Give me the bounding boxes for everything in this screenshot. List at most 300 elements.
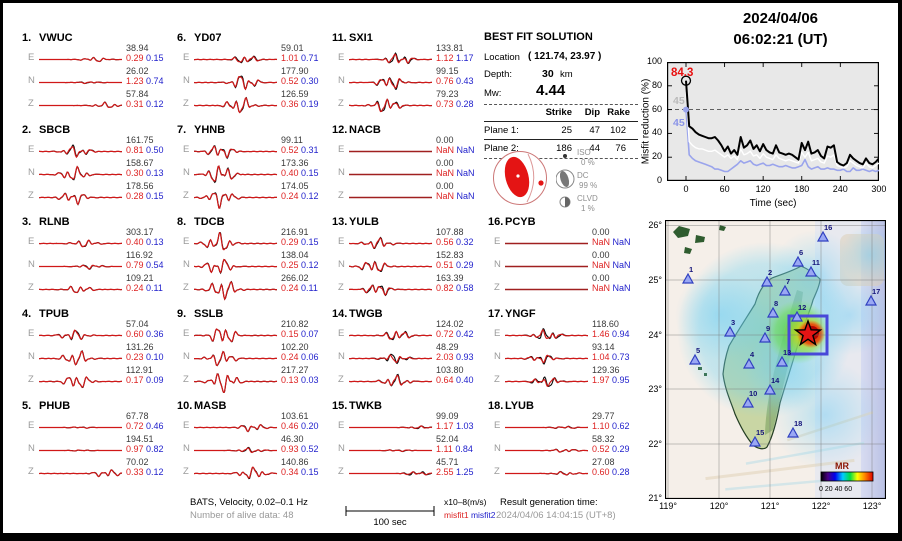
misfit1-value: 0.97 — [126, 444, 144, 454]
waveform-trace — [505, 232, 590, 255]
waveform-trace — [349, 163, 434, 186]
trace-values — [126, 411, 164, 431]
misfit1-value: 0.81 — [126, 145, 144, 155]
map-lat-label: 26° — [648, 220, 662, 231]
peak-amplitude: 124.02 — [436, 319, 464, 329]
station-title: 14. TWGB — [332, 308, 383, 320]
peak-amplitude: 138.04 — [281, 250, 309, 260]
station-number-label: 8 — [774, 299, 779, 308]
event-time: 06:02:21 (UT) — [733, 31, 828, 48]
frame-bottom — [0, 533, 902, 541]
misfit1-value: 0.64 — [436, 375, 454, 385]
taiwan-map — [665, 220, 886, 499]
svg-text:0 20 40 60: 0 20 40 60 — [819, 486, 853, 493]
plane1-dip: 47 — [589, 125, 600, 136]
component-label: N — [28, 75, 35, 86]
peak-amplitude: 99.15 — [436, 66, 459, 76]
peak-amplitude: 0.00 — [436, 158, 454, 168]
station-number-label: 2 — [768, 268, 773, 277]
peak-amplitude: 26.02 — [126, 66, 149, 76]
misfit1-value: NaN — [592, 283, 611, 293]
solution-title: BEST FIT SOLUTION — [484, 31, 593, 43]
misfit1-value: 0.60 — [126, 329, 144, 339]
trace-values — [126, 158, 164, 178]
peak-amplitude: 177.90 — [281, 66, 309, 76]
component-label: E — [494, 420, 501, 431]
station-number-label: 6 — [799, 248, 804, 257]
waveform-trace — [39, 94, 124, 117]
misfit1-value: 0.23 — [126, 352, 144, 362]
component-label: N — [183, 443, 190, 454]
peak-amplitude: 45.71 — [436, 457, 459, 467]
component-label: N — [338, 259, 345, 270]
misfit2-value: NaN — [612, 237, 631, 247]
misfit2-value: 0.31 — [301, 145, 319, 155]
station-number-label: 3 — [731, 318, 736, 327]
plane1-rake: 102 — [610, 125, 626, 136]
component-label: N — [183, 351, 190, 362]
component-label: E — [183, 236, 190, 247]
col-strike: Strike — [545, 107, 572, 118]
waveform-trace — [39, 48, 124, 71]
trace-values — [281, 319, 319, 339]
misfit2-value: 0.15 — [146, 53, 164, 63]
misfit2-value: 0.94 — [612, 329, 630, 339]
misfit2-value: 0.30 — [301, 76, 319, 86]
trace-row-z — [332, 457, 485, 485]
time-scalebar — [345, 504, 435, 517]
misfit2-value: 1.03 — [456, 421, 474, 431]
col-rake: Rake — [607, 107, 630, 118]
station-tdcb — [177, 216, 330, 308]
map-lat-label: 24° — [648, 329, 662, 340]
plot-ytick: 80 — [651, 79, 662, 90]
peak-amplitude: 178.56 — [126, 181, 154, 191]
misfit1-value: 1.46 — [592, 329, 610, 339]
peak-amplitude: 0.00 — [436, 181, 454, 191]
divider — [484, 121, 638, 122]
misfit2-value: 0.19 — [301, 99, 319, 109]
alive-data-caption: Number of alive data: 48 — [190, 510, 294, 521]
waveform-trace — [505, 347, 590, 370]
plot-xtick: 0 — [683, 184, 689, 194]
misfit2-value: 0.29 — [612, 444, 630, 454]
map-lon-label: 122° — [811, 501, 831, 511]
component-label: E — [28, 52, 35, 63]
waveform-trace — [194, 324, 279, 347]
waveform-trace — [349, 439, 434, 462]
waveform-trace — [505, 370, 590, 393]
station-twkb — [332, 400, 485, 492]
waveform-trace — [349, 71, 434, 94]
trace-values — [126, 227, 164, 247]
trace-row-z — [177, 273, 330, 301]
waveform-trace — [349, 416, 434, 439]
component-label: E — [28, 144, 35, 155]
trace-values — [436, 181, 475, 201]
misfit1-value: 0.82 — [436, 283, 454, 293]
waveform-trace — [349, 462, 434, 485]
trace-row-z — [22, 181, 175, 209]
peak-amplitude: 116.92 — [126, 250, 153, 260]
component-label: E — [28, 420, 35, 431]
trace-values — [436, 135, 475, 155]
station-title: 16. PCYB — [488, 216, 536, 228]
misfit1-value: 1.97 — [592, 375, 610, 385]
misfit1-value: 0.56 — [436, 237, 454, 247]
trace-values — [281, 457, 319, 477]
svg-text:45: 45 — [673, 95, 685, 107]
misfit2-value: 0.12 — [301, 260, 319, 270]
misfit2-value: 0.58 — [456, 283, 474, 293]
misfit1-value: 0.76 — [436, 76, 454, 86]
component-label: Z — [183, 98, 189, 109]
waveform-trace — [39, 186, 124, 209]
waveform-trace — [194, 278, 279, 301]
trace-values — [436, 66, 474, 86]
misfit2-value: 0.29 — [456, 260, 474, 270]
trace-values — [436, 273, 474, 293]
svg-text:MR: MR — [835, 461, 849, 471]
station-twgb — [332, 308, 485, 400]
misfit2-value: 0.32 — [456, 237, 474, 247]
peak-amplitude: 0.00 — [592, 250, 610, 260]
station-yngf — [488, 308, 641, 400]
station-rlnb — [22, 216, 175, 308]
depth-value: 30 — [542, 68, 554, 80]
misfit1-value: NaN — [592, 237, 611, 247]
component-label: N — [494, 351, 501, 362]
station-number-label: 5 — [696, 346, 701, 355]
trace-values — [592, 365, 630, 385]
misfit2-value: 0.12 — [301, 191, 319, 201]
component-label: E — [338, 144, 345, 155]
peak-amplitude: 29.77 — [592, 411, 615, 421]
misfit1-value: 0.79 — [126, 260, 144, 270]
trace-row-z — [488, 457, 641, 485]
peak-amplitude: 59.01 — [281, 43, 304, 53]
misfit1-value: 1.10 — [592, 421, 610, 431]
waveform-trace — [39, 71, 124, 94]
trace-values — [281, 158, 319, 178]
misfit1-value: 1.17 — [436, 421, 454, 431]
waveform-trace — [194, 462, 279, 485]
station-title: 3. RLNB — [22, 216, 70, 228]
station-title: 4. TPUB — [22, 308, 69, 320]
component-label: Z — [494, 374, 500, 385]
misfit2-value: 0.13 — [146, 168, 164, 178]
station-title: 9. SSLB — [177, 308, 224, 320]
station-number-label: 12 — [798, 303, 807, 312]
component-label: Z — [28, 374, 34, 385]
station-title: 17. YNGF — [488, 308, 536, 320]
waveform-trace — [194, 416, 279, 439]
waveform-trace — [505, 462, 590, 485]
map-lat-label: 23° — [648, 384, 662, 395]
plane2-rake: 76 — [615, 143, 626, 154]
col-dip: Dip — [584, 107, 600, 118]
waveform-trace — [505, 255, 590, 278]
location-label: Location — [484, 52, 520, 63]
peak-amplitude: 266.02 — [281, 273, 309, 283]
peak-amplitude: 107.88 — [436, 227, 464, 237]
svg-text:45: 45 — [673, 117, 685, 129]
decomposition-icons — [556, 148, 576, 212]
trace-values — [126, 365, 164, 385]
peak-amplitude: 102.20 — [281, 342, 309, 352]
station-yd07 — [177, 32, 330, 124]
misfit1-value: 0.29 — [281, 237, 299, 247]
waveform-trace — [349, 232, 434, 255]
misfit1-value: 0.73 — [436, 99, 454, 109]
peak-amplitude: 0.00 — [592, 227, 610, 237]
waveform-trace — [194, 94, 279, 117]
misfit2-value: 0.10 — [146, 352, 164, 362]
component-label: E — [338, 420, 345, 431]
misfit1-value: 0.51 — [436, 260, 454, 270]
station-yulb — [332, 216, 485, 308]
trace-values — [126, 89, 164, 109]
station-title: 6. YD07 — [177, 32, 222, 44]
trace-row-z — [22, 365, 175, 393]
waveform-trace — [194, 232, 279, 255]
divider — [484, 139, 638, 140]
component-label: N — [183, 75, 190, 86]
station-number-label: 1 — [689, 265, 694, 274]
misfit2-value: 0.54 — [146, 260, 164, 270]
trace-row-z — [177, 181, 330, 209]
misfit2-value: 0.52 — [301, 444, 319, 454]
result-time-label: Result generation time: — [500, 497, 598, 508]
component-label: N — [338, 443, 345, 454]
waveform-trace — [194, 71, 279, 94]
trace-values — [592, 434, 630, 454]
trace-values — [281, 365, 319, 385]
map-lat-label: 21° — [648, 493, 662, 504]
misfit1-value: 0.33 — [126, 467, 144, 477]
misfit2-value: NaN — [456, 145, 475, 155]
component-label: N — [28, 167, 35, 178]
frame-left — [0, 0, 3, 541]
misfit2-value: 0.36 — [146, 329, 164, 339]
waveform-trace — [39, 232, 124, 255]
misfit1-value: NaN — [592, 260, 611, 270]
peak-amplitude: 58.32 — [592, 434, 615, 444]
waveform-trace — [349, 186, 434, 209]
result-time-value: 2024/04/06 14:04:15 (UT+8) — [496, 510, 616, 521]
trace-values — [592, 457, 630, 477]
component-label: Z — [183, 282, 189, 293]
component-label: Z — [28, 282, 34, 293]
trace-values — [592, 227, 631, 247]
misfit2-legend: misfit2 — [470, 510, 496, 520]
misfit2-value: 0.15 — [146, 191, 164, 201]
scalebar-label: 100 sec — [373, 517, 407, 528]
plot-ytick: 60 — [651, 103, 662, 114]
component-label: E — [183, 52, 190, 63]
waveform-trace — [39, 324, 124, 347]
misfit1-value: 1.23 — [126, 76, 144, 86]
waveform-trace — [39, 462, 124, 485]
peak-amplitude: 210.82 — [281, 319, 309, 329]
trace-values — [281, 250, 319, 270]
clvd-label: CLVD 1 % — [577, 194, 598, 213]
misfit1-value: 0.72 — [126, 421, 144, 431]
station-title: 12. NACB — [332, 124, 381, 136]
misfit2-value: 0.12 — [146, 99, 164, 109]
location-value: ( 121.74, 23.97 ) — [528, 51, 602, 62]
trace-values — [592, 411, 630, 431]
map-lon-label: 121° — [760, 501, 780, 511]
peak-amplitude: 99.09 — [436, 411, 459, 421]
waveform-trace — [194, 347, 279, 370]
misfit1-value: 0.29 — [126, 53, 144, 63]
misfit1-value: 1.11 — [436, 444, 453, 454]
component-label: E — [338, 328, 345, 339]
trace-values — [281, 43, 319, 63]
peak-amplitude: 103.61 — [281, 411, 309, 421]
component-label: E — [28, 328, 35, 339]
peak-amplitude: 131.26 — [126, 342, 154, 352]
misfit1-value: 0.25 — [281, 260, 299, 270]
misfit2-value: 0.28 — [612, 467, 630, 477]
component-label: Z — [183, 374, 189, 385]
component-label: Z — [338, 98, 344, 109]
plot-xtick: 120 — [755, 184, 771, 194]
misfit2-value: 0.09 — [146, 375, 164, 385]
peak-amplitude: 99.11 — [281, 135, 303, 145]
misfit1-legend: misfit1 — [444, 510, 469, 520]
waveform-trace — [349, 140, 434, 163]
peak-amplitude: 126.59 — [281, 89, 309, 99]
filter-caption: BATS, Velocity, 0.02–0.1 Hz — [190, 497, 308, 508]
trace-values — [126, 457, 164, 477]
trace-values — [436, 411, 474, 431]
station-pcyb — [488, 216, 641, 308]
peak-amplitude: 57.84 — [126, 89, 149, 99]
misfit1-value: NaN — [436, 191, 455, 201]
trace-values — [281, 89, 319, 109]
station-yhnb — [177, 124, 330, 216]
component-label: E — [338, 236, 345, 247]
trace-values — [126, 135, 164, 155]
misfit1-value: 0.15 — [281, 329, 299, 339]
peak-amplitude: 48.29 — [436, 342, 459, 352]
station-number-label: 15 — [756, 428, 765, 437]
trace-values — [592, 342, 630, 362]
trace-row-z — [488, 273, 641, 301]
trace-values — [436, 250, 474, 270]
station-number-label: 9 — [766, 324, 771, 333]
component-label: N — [28, 259, 35, 270]
component-label: N — [338, 75, 345, 86]
waveform-trace — [349, 324, 434, 347]
trace-row-z — [488, 365, 641, 393]
waveform-trace — [39, 370, 124, 393]
component-label: E — [28, 236, 35, 247]
peak-amplitude: 140.86 — [281, 457, 309, 467]
misfit-plot-xlabel: Time (sec) — [749, 198, 797, 209]
station-lyub — [488, 400, 641, 492]
trace-values — [281, 66, 319, 86]
plot-xtick: 300 — [871, 184, 887, 194]
misfit2-value: 0.46 — [146, 421, 164, 431]
trace-values — [281, 135, 319, 155]
waveform-trace — [505, 416, 590, 439]
frame-right — [898, 0, 902, 541]
peak-amplitude: 0.00 — [436, 135, 454, 145]
trace-row-z — [332, 273, 485, 301]
dc-label: DC 99 % — [577, 171, 598, 190]
station-sbcb — [22, 124, 175, 216]
component-label: E — [494, 236, 501, 247]
peak-amplitude: 109.21 — [126, 273, 154, 283]
waveform-trace — [194, 370, 279, 393]
peak-amplitude: 158.67 — [126, 158, 154, 168]
station-number-label: 7 — [786, 277, 791, 286]
station-title: 5. PHUB — [22, 400, 71, 412]
component-label: Z — [494, 282, 500, 293]
misfit1-value: 0.40 — [281, 168, 299, 178]
peak-amplitude: 38.94 — [126, 43, 149, 53]
waveform-trace — [349, 48, 434, 71]
plane1-label: Plane 1: — [484, 125, 519, 136]
peak-amplitude: 173.36 — [281, 158, 309, 168]
misfit1-value: 0.28 — [126, 191, 144, 201]
amplitude-units: x10–8(m/s) — [444, 497, 487, 507]
event-date: 2024/04/06 — [742, 10, 819, 27]
station-number-label: 13 — [783, 348, 792, 357]
map-lon-label: 120° — [709, 501, 729, 511]
station-title: 18. LYUB — [488, 400, 534, 412]
peak-amplitude: 152.83 — [436, 250, 464, 260]
station-nacb — [332, 124, 485, 216]
component-label: Z — [28, 190, 34, 201]
misfit2-value: 0.11 — [146, 283, 163, 293]
misfit1-value: 2.03 — [436, 352, 454, 362]
station-title: 13. YULB — [332, 216, 379, 228]
trace-row-z — [22, 457, 175, 485]
trace-values — [436, 319, 474, 339]
waveform-trace — [194, 439, 279, 462]
map-lat-label: 25° — [648, 275, 662, 286]
misfit-plot-ylabel: Misfit reduction (%) — [640, 78, 652, 165]
station-vwuc — [22, 32, 175, 124]
misfit1-value: 0.52 — [281, 145, 299, 155]
misfit2-value: 1.17 — [456, 53, 474, 63]
misfit2-value: 0.73 — [612, 352, 630, 362]
component-label: Z — [28, 98, 34, 109]
trace-values — [592, 319, 630, 339]
station-title: 2. SBCB — [22, 124, 71, 136]
event-datetime — [688, 8, 873, 50]
trace-values — [436, 227, 474, 247]
trace-values — [436, 89, 474, 109]
peak-amplitude: 112.91 — [126, 365, 153, 375]
plot-ytick: 0 — [656, 175, 662, 185]
waveform-trace — [349, 94, 434, 117]
trace-row-z — [332, 181, 485, 209]
trace-values — [281, 434, 319, 454]
trace-values — [126, 342, 164, 362]
waveform-trace — [39, 347, 124, 370]
plane2-dip: 44 — [589, 143, 600, 154]
waveform-trace — [505, 324, 590, 347]
component-label: N — [494, 259, 501, 270]
trace-values — [592, 250, 631, 270]
station-number-label: 11 — [812, 258, 820, 267]
peak-amplitude: 103.80 — [436, 365, 464, 375]
